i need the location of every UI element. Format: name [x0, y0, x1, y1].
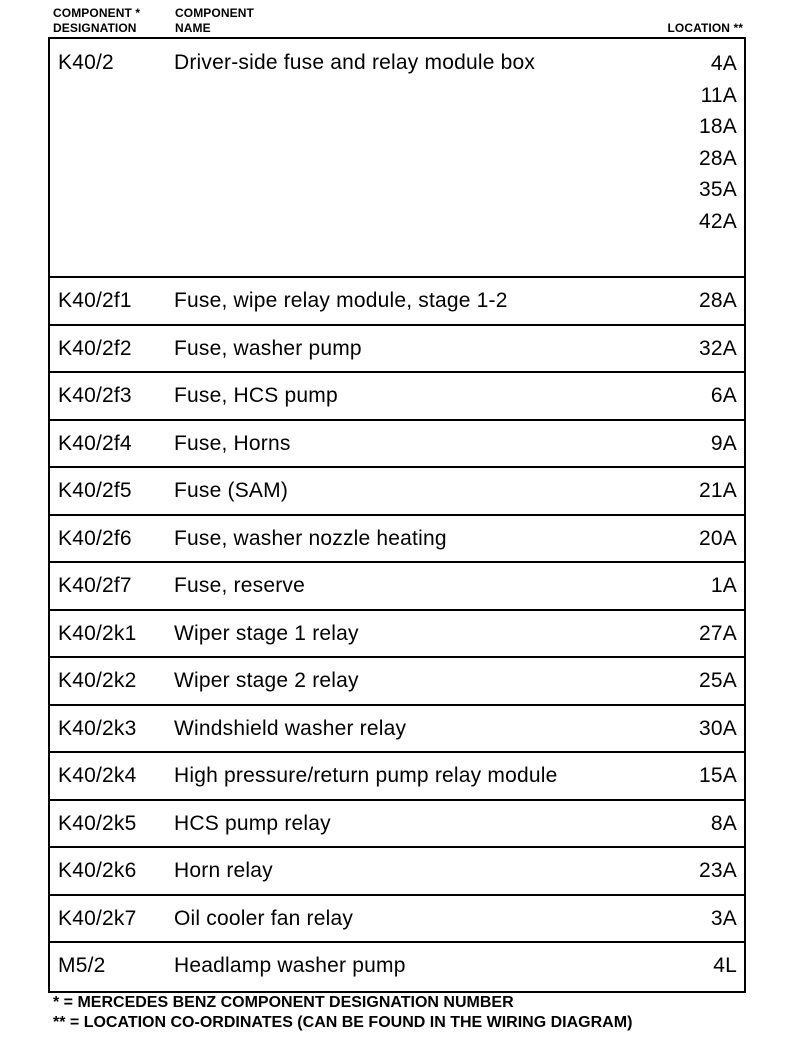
- row-location: 20A: [699, 526, 737, 550]
- row-designation: K40/2: [58, 51, 114, 74]
- row-location: 25A: [699, 669, 737, 692]
- row-designation: K40/2f6: [58, 526, 132, 550]
- row-name: Horn relay: [174, 859, 273, 882]
- row-designation: K40/2k7: [58, 906, 137, 930]
- row-name: Oil cooler fan relay: [174, 906, 354, 930]
- table-row: [50, 896, 744, 944]
- header-designation: [53, 6, 140, 36]
- row-name: HCS pump relay: [174, 811, 331, 835]
- row-location: 30A: [699, 716, 737, 740]
- component-table: [48, 37, 746, 993]
- footnote-designation: * = MERCEDES BENZ COMPONENT DESIGNATION NUMBER: [53, 994, 514, 1011]
- row-name: Driver-side fuse and relay module box: [174, 51, 536, 74]
- row-name: Fuse, HCS pump: [174, 384, 338, 407]
- row-location: 8A: [710, 811, 737, 835]
- row-name: Wiper stage 2 relay: [174, 669, 359, 692]
- row-location: 15A: [699, 764, 737, 787]
- row-name: High pressure/return pump relay module: [174, 764, 558, 787]
- row-designation: M5/2: [58, 954, 106, 977]
- row-designation: K40/2k3: [58, 716, 137, 740]
- row-designation: K40/2f5: [58, 479, 132, 502]
- row-location: 27A: [699, 621, 737, 645]
- footnote-location: ** = LOCATION CO-ORDINATES (CAN BE FOUND IN THE WIRING DIAGRAM): [53, 1014, 633, 1031]
- row-name: Fuse (SAM): [174, 479, 289, 502]
- row-location: 28A: [699, 289, 737, 312]
- row-location: 11A: [700, 83, 737, 107]
- row-designation: K40/2f7: [58, 574, 132, 597]
- row-location: 1A: [710, 574, 737, 597]
- header-location: [667, 21, 743, 36]
- row-name: Windshield washer relay: [174, 716, 407, 740]
- row-designation: K40/2k1: [58, 621, 137, 645]
- row-location: 42A: [699, 209, 737, 233]
- row-location: 28A: [699, 146, 737, 170]
- row-location: 35A: [699, 178, 737, 201]
- row-designation: K40/2k5: [58, 811, 137, 835]
- row-location: 21A: [699, 479, 737, 502]
- row-name: Wiper stage 1 relay: [174, 621, 359, 645]
- row-name: Fuse, Horns: [174, 431, 291, 455]
- row-name: Fuse, washer pump: [174, 336, 362, 360]
- row-location: 4L: [713, 954, 737, 977]
- row-location: 32A: [699, 336, 737, 360]
- row-name: Headlamp washer pump: [174, 954, 406, 977]
- table-row: [50, 516, 744, 564]
- table-row: [50, 278, 744, 326]
- row-location: 18A: [699, 115, 737, 138]
- table-row: [50, 943, 744, 991]
- table-row: [50, 468, 744, 516]
- row-designation: K40/2f2: [58, 336, 132, 360]
- row-designation: K40/2k2: [58, 669, 137, 692]
- row-name: Fuse, washer nozzle heating: [174, 526, 447, 550]
- row-location: 23A: [699, 859, 737, 882]
- row-designation: K40/2k6: [58, 859, 137, 882]
- table-row: [50, 39, 744, 278]
- row-name: Fuse, reserve: [174, 574, 305, 597]
- row-location: 9A: [710, 431, 737, 455]
- header-location-label: LOCATION **: [667, 21, 743, 35]
- header-name-line-2: NAME: [175, 21, 211, 35]
- table-row: [50, 801, 744, 849]
- row-designation: K40/2f4: [58, 431, 132, 455]
- table-row: [50, 848, 744, 896]
- header-designation-line-1: COMPONENT *: [53, 6, 141, 20]
- row-location: 6A: [710, 384, 737, 407]
- header-name-line-1: COMPONENT: [175, 6, 254, 20]
- table-row: [50, 753, 744, 801]
- table-row: [50, 421, 744, 469]
- header-designation-line-2: DESIGNATION: [53, 21, 137, 35]
- row-designation: K40/2k4: [58, 764, 137, 787]
- table-row: [50, 611, 744, 659]
- row-location-list: [699, 51, 737, 240]
- table-row: [50, 706, 744, 754]
- row-location: 3A: [710, 906, 737, 930]
- table-row: [50, 373, 744, 421]
- row-designation: K40/2f1: [58, 289, 132, 312]
- table-row: [50, 563, 744, 611]
- header-name: [175, 6, 254, 36]
- row-designation: K40/2f3: [58, 384, 132, 407]
- row-location: 4A: [710, 52, 737, 75]
- table-row: [50, 326, 744, 374]
- table-row: [50, 658, 744, 706]
- row-name: Fuse, wipe relay module, stage 1-2: [174, 289, 508, 312]
